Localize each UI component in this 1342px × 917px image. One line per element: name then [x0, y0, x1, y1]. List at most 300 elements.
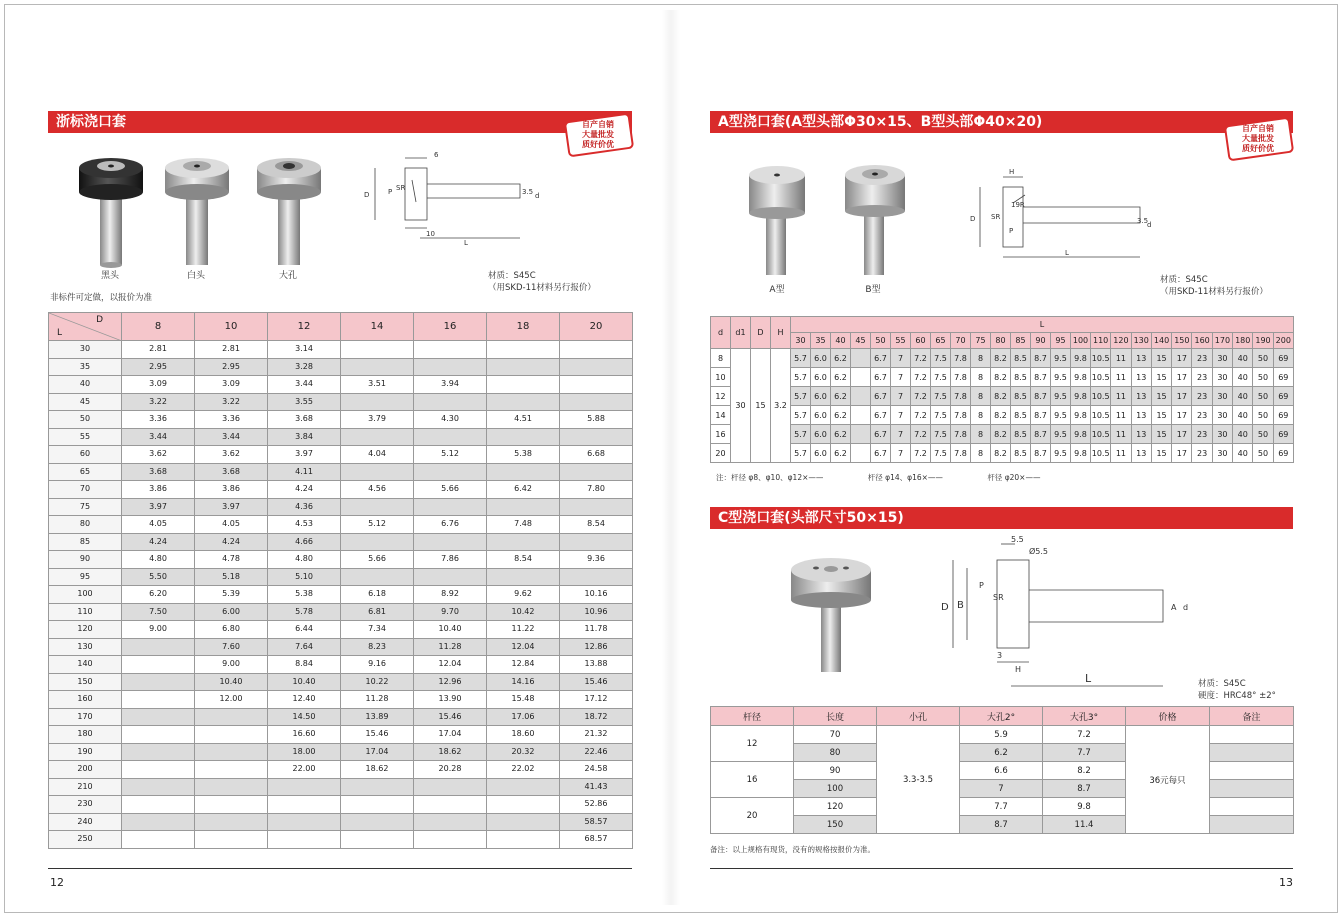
value-cell: 7.5 [931, 406, 951, 425]
price-cell: 5.38 [487, 446, 560, 464]
length-header: 190 [1253, 333, 1273, 349]
a-type-dimension-table [710, 316, 1294, 463]
price-cell: 4.05 [122, 516, 195, 534]
price-cell: 6.80 [195, 621, 268, 639]
length-header: 35 [811, 333, 831, 349]
price-cell: 2.95 [122, 358, 195, 376]
value-cell: 10.5 [1091, 368, 1111, 387]
price-cell: 3.84 [268, 428, 341, 446]
value-cell: 8 [971, 368, 991, 387]
price-cell: 12.00 [195, 691, 268, 709]
price-cell [268, 778, 341, 796]
row-length-cell: 90 [49, 551, 122, 569]
table-row [49, 743, 633, 761]
value-cell: 30 [1212, 444, 1232, 463]
value-cell: 7.5 [931, 387, 951, 406]
price-cell: 3.36 [195, 411, 268, 429]
price-cell: 3.97 [122, 498, 195, 516]
table-row [49, 621, 633, 639]
price-cell: 10.96 [560, 603, 633, 621]
value-cell: 7 [891, 368, 911, 387]
value-cell: 40 [1233, 425, 1253, 444]
table-row [711, 368, 1294, 387]
price-cell: 22.00 [268, 761, 341, 779]
price-cell: 8.54 [560, 516, 633, 534]
product-photo-large-hole [254, 150, 324, 270]
value-cell: 69 [1273, 406, 1293, 425]
price-cell: 6.81 [341, 603, 414, 621]
price-cell: 58.57 [560, 813, 633, 831]
price-cell: 7.86 [414, 551, 487, 569]
col-d: d [711, 317, 731, 349]
price-cell [487, 341, 560, 359]
price-cell [560, 568, 633, 586]
column-header: 16 [414, 313, 487, 341]
c-col-diameter: 杆径 [711, 707, 794, 726]
caption-black-head: 黑头 [100, 271, 119, 281]
col-D: D [751, 317, 771, 349]
value-cell: 7.8 [951, 444, 971, 463]
value-cell: 6.0 [811, 425, 831, 444]
price-cell: 9.36 [560, 551, 633, 569]
price-cell: 5.78 [268, 603, 341, 621]
price-cell: 4.05 [195, 516, 268, 534]
page-gutter [662, 10, 680, 905]
c-col-length: 长度 [794, 707, 877, 726]
table-row [49, 586, 633, 604]
price-cell [487, 813, 560, 831]
length-cell: 150 [794, 816, 877, 834]
value-cell: 9.8 [1071, 425, 1091, 444]
price-cell [487, 376, 560, 394]
row-length-cell: 35 [49, 358, 122, 376]
table-row [49, 568, 633, 586]
price-cell: 6.68 [560, 446, 633, 464]
value-cell: 30 [1212, 425, 1232, 444]
value-cell: 6.0 [811, 387, 831, 406]
price-cell [122, 656, 195, 674]
svg-text:D: D [941, 602, 949, 613]
shared-D-cell: 15 [751, 349, 771, 463]
table-row [49, 603, 633, 621]
value-cell [851, 368, 871, 387]
price-cell [195, 831, 268, 849]
value-cell: 9.8 [1071, 444, 1091, 463]
value-cell: 9.8 [1071, 387, 1091, 406]
value-cell: 6.2 [831, 349, 851, 368]
table-row [49, 376, 633, 394]
value-cell: 8.5 [1011, 387, 1031, 406]
length-header: 70 [951, 333, 971, 349]
length-header: 50 [871, 333, 891, 349]
price-cell: 5.12 [414, 446, 487, 464]
price-cell: 4.78 [195, 551, 268, 569]
price-cell: 13.88 [560, 656, 633, 674]
d-value-cell: 14 [711, 406, 731, 425]
price-cell [414, 341, 487, 359]
row-length-cell: 200 [49, 761, 122, 779]
svg-text:L: L [1065, 249, 1069, 257]
row-length-cell: 160 [49, 691, 122, 709]
c-type-price-table [710, 706, 1294, 834]
length-header: 75 [971, 333, 991, 349]
length-header: 85 [1011, 333, 1031, 349]
length-header: 30 [791, 333, 811, 349]
value-cell: 7 [891, 349, 911, 368]
price-cell [122, 673, 195, 691]
c-type-stock-note: 备注：以上规格有现货，没有的规格按报价为准。 [710, 845, 875, 854]
svg-text:B: B [957, 600, 964, 611]
table-row [711, 425, 1294, 444]
value-cell: 8.5 [1011, 368, 1031, 387]
price-cell [414, 358, 487, 376]
value-cell: 9.8 [1071, 368, 1091, 387]
big2-cell: 7.7 [960, 798, 1043, 816]
remark-cell [1210, 780, 1294, 798]
price-cell [195, 726, 268, 744]
value-cell: 23 [1192, 444, 1212, 463]
price-cell: 4.53 [268, 516, 341, 534]
price-cell: 12.04 [414, 656, 487, 674]
value-cell: 15 [1151, 349, 1171, 368]
svg-text:d: d [1183, 603, 1189, 612]
price-cell: 8.84 [268, 656, 341, 674]
value-cell: 9.8 [1071, 406, 1091, 425]
col-d1: d1 [731, 317, 751, 349]
value-cell: 6.2 [831, 387, 851, 406]
diameter-cell: 20 [711, 798, 794, 834]
price-cell [560, 463, 633, 481]
value-cell: 5.7 [791, 444, 811, 463]
price-cell [122, 638, 195, 656]
svg-text:3: 3 [997, 651, 1003, 660]
d-value-cell: 20 [711, 444, 731, 463]
c-type-material-note: 材质：S45C 硬度：HRC48° ±2° [1198, 679, 1276, 701]
price-cell [487, 796, 560, 814]
value-cell: 15 [1151, 444, 1171, 463]
price-cell [122, 708, 195, 726]
price-cell: 2.95 [195, 358, 268, 376]
price-cell: 4.66 [268, 533, 341, 551]
big2-cell: 8.7 [960, 816, 1043, 834]
price-cell: 3.86 [122, 481, 195, 499]
price-cell: 5.18 [195, 568, 268, 586]
price-cell: 2.81 [122, 341, 195, 359]
remark-cell [1210, 744, 1294, 762]
value-cell [851, 425, 871, 444]
length-header: 65 [931, 333, 951, 349]
table-corner-header: D L [49, 313, 122, 341]
price-cell: 3.68 [122, 463, 195, 481]
product-photo-a-type [746, 160, 808, 278]
big3-cell: 8.2 [1043, 762, 1126, 780]
value-cell: 6.2 [831, 406, 851, 425]
length-header: 130 [1131, 333, 1151, 349]
price-cell [341, 341, 414, 359]
price-cell: 10.40 [414, 621, 487, 639]
price-cell [414, 463, 487, 481]
price-cell [487, 568, 560, 586]
value-cell: 13 [1131, 349, 1151, 368]
price-cell [195, 778, 268, 796]
price-cell [122, 743, 195, 761]
value-cell: 40 [1233, 387, 1253, 406]
value-cell: 30 [1212, 406, 1232, 425]
left-material-note: 材质：S45C （用SKD-11材料另行报价） [488, 271, 596, 293]
table-row [711, 387, 1294, 406]
price-cell: 4.36 [268, 498, 341, 516]
price-cell: 14.16 [487, 673, 560, 691]
price-cell [414, 796, 487, 814]
svg-text:P: P [979, 581, 984, 590]
product-photo-b-type [842, 160, 908, 278]
price-cell: 13.90 [414, 691, 487, 709]
price-cell: 15.46 [414, 708, 487, 726]
price-cell: 20.28 [414, 761, 487, 779]
value-cell: 7.8 [951, 387, 971, 406]
price-cell: 3.86 [195, 481, 268, 499]
price-cell [268, 831, 341, 849]
price-cell [414, 813, 487, 831]
table-row [49, 481, 633, 499]
price-cell [560, 341, 633, 359]
value-cell: 6.7 [871, 406, 891, 425]
price-cell: 22.02 [487, 761, 560, 779]
row-length-cell: 95 [49, 568, 122, 586]
svg-text:3.5: 3.5 [522, 188, 534, 196]
price-cell [268, 796, 341, 814]
price-cell: 12.04 [487, 638, 560, 656]
svg-text:H: H [1015, 665, 1022, 674]
value-cell: 7.2 [911, 444, 931, 463]
price-cell: 4.80 [268, 551, 341, 569]
a-type-section-title: A型浇口套(A型头部Φ30×15、B型头部Φ40×20) [710, 111, 1293, 133]
column-header: 14 [341, 313, 414, 341]
price-cell: 13.89 [341, 708, 414, 726]
length-cell: 120 [794, 798, 877, 816]
value-cell: 13 [1131, 406, 1151, 425]
table-row [49, 673, 633, 691]
left-price-table [48, 312, 633, 849]
price-cell: 3.51 [341, 376, 414, 394]
table-row [49, 341, 633, 359]
price-cell: 10.40 [268, 673, 341, 691]
price-cell [414, 428, 487, 446]
price-cell: 11.22 [487, 621, 560, 639]
table-row [49, 761, 633, 779]
left-footer-rule [48, 868, 632, 869]
value-cell: 50 [1253, 349, 1273, 368]
price-cell: 4.80 [122, 551, 195, 569]
price-cell: 3.97 [195, 498, 268, 516]
value-cell: 10.5 [1091, 387, 1111, 406]
row-length-cell: 110 [49, 603, 122, 621]
d-value-cell: 10 [711, 368, 731, 387]
table-row [49, 831, 633, 849]
price-cell: 3.22 [195, 393, 268, 411]
price-cell [414, 498, 487, 516]
price-cell: 9.00 [122, 621, 195, 639]
product-photo-white-head [162, 150, 232, 270]
price-cell [341, 533, 414, 551]
big2-cell: 7 [960, 780, 1043, 798]
price-cell: 3.36 [122, 411, 195, 429]
price-cell: 3.68 [268, 411, 341, 429]
price-cell: 15.46 [341, 726, 414, 744]
value-cell: 69 [1273, 368, 1293, 387]
length-header: 180 [1233, 333, 1253, 349]
price-cell: 10.40 [195, 673, 268, 691]
price-cell: 4.04 [341, 446, 414, 464]
column-header: 18 [487, 313, 560, 341]
price-cell: 8.92 [414, 586, 487, 604]
remark-cell [1210, 762, 1294, 780]
value-cell: 8.7 [1031, 349, 1051, 368]
value-cell: 9.5 [1051, 387, 1071, 406]
value-cell: 69 [1273, 444, 1293, 463]
column-header: 20 [560, 313, 633, 341]
value-cell: 69 [1273, 425, 1293, 444]
table-row [49, 516, 633, 534]
table-row [49, 778, 633, 796]
value-cell: 8.7 [1031, 425, 1051, 444]
col-L: L [791, 317, 1294, 333]
price-cell: 17.12 [560, 691, 633, 709]
price-cell [268, 813, 341, 831]
price-cell: 5.66 [414, 481, 487, 499]
value-cell: 17 [1172, 387, 1192, 406]
price-cell [487, 393, 560, 411]
value-cell: 6.2 [831, 444, 851, 463]
price-cell [341, 778, 414, 796]
value-cell: 8.5 [1011, 349, 1031, 368]
value-cell: 6.2 [831, 368, 851, 387]
price-cell [487, 498, 560, 516]
product-photo-c-type [788, 552, 874, 674]
price-cell [414, 831, 487, 849]
length-header: 150 [1172, 333, 1192, 349]
price-cell [341, 428, 414, 446]
small-hole-cell: 3.3-3.5 [877, 726, 960, 834]
row-length-cell: 85 [49, 533, 122, 551]
price-cell [195, 743, 268, 761]
value-cell: 8.2 [991, 444, 1011, 463]
table-row [49, 358, 633, 376]
price-cell: 5.10 [268, 568, 341, 586]
row-length-cell: 230 [49, 796, 122, 814]
caption-a-type: A型 [769, 285, 785, 295]
table-row [49, 708, 633, 726]
svg-text:d: d [535, 192, 540, 200]
price-cell: 7.50 [122, 603, 195, 621]
value-cell: 9.5 [1051, 349, 1071, 368]
value-cell: 8.2 [991, 406, 1011, 425]
length-header: 160 [1192, 333, 1212, 349]
row-length-cell: 65 [49, 463, 122, 481]
price-cell: 7.64 [268, 638, 341, 656]
remark-cell [1210, 816, 1294, 834]
value-cell: 50 [1253, 444, 1273, 463]
left-page-number: 12 [50, 876, 64, 889]
price-cell: 7.80 [560, 481, 633, 499]
price-cell [414, 778, 487, 796]
value-cell: 8 [971, 387, 991, 406]
value-cell: 7 [891, 387, 911, 406]
price-cell [560, 428, 633, 446]
price-cell: 36元每只 [1126, 726, 1210, 834]
c-col-big-hole-3: 大孔3° [1043, 707, 1126, 726]
price-cell [487, 533, 560, 551]
value-cell: 40 [1233, 349, 1253, 368]
value-cell: 23 [1192, 425, 1212, 444]
value-cell [851, 444, 871, 463]
price-cell: 8.54 [487, 551, 560, 569]
row-length-cell: 50 [49, 411, 122, 429]
price-cell: 2.81 [195, 341, 268, 359]
value-cell: 5.7 [791, 387, 811, 406]
value-cell: 13 [1131, 387, 1151, 406]
price-cell: 12.84 [487, 656, 560, 674]
value-cell: 23 [1192, 406, 1212, 425]
value-cell: 23 [1192, 349, 1212, 368]
col-H: H [771, 317, 791, 349]
price-cell: 3.09 [195, 376, 268, 394]
value-cell [851, 387, 871, 406]
price-cell [487, 358, 560, 376]
svg-text:10: 10 [426, 230, 435, 238]
row-length-cell: 40 [49, 376, 122, 394]
table-row [49, 726, 633, 744]
value-cell: 8.2 [991, 387, 1011, 406]
table-row [711, 406, 1294, 425]
price-cell: 12.96 [414, 673, 487, 691]
length-cell: 90 [794, 762, 877, 780]
price-cell: 3.68 [195, 463, 268, 481]
price-cell: 5.66 [341, 551, 414, 569]
row-length-cell: 80 [49, 516, 122, 534]
svg-text:P: P [388, 188, 393, 196]
table-row [49, 551, 633, 569]
price-cell: 4.51 [487, 411, 560, 429]
caption-large-hole: 大孔 [278, 271, 297, 281]
value-cell: 8 [971, 349, 991, 368]
price-cell: 5.39 [195, 586, 268, 604]
price-cell: 24.58 [560, 761, 633, 779]
value-cell: 7 [891, 425, 911, 444]
value-cell: 17 [1172, 406, 1192, 425]
value-cell: 6.7 [871, 387, 891, 406]
value-cell: 8.7 [1031, 406, 1051, 425]
c-col-price: 价格 [1126, 707, 1210, 726]
row-length-cell: 210 [49, 778, 122, 796]
value-cell: 30 [1212, 368, 1232, 387]
right-page-number: 13 [1279, 876, 1293, 889]
remark-cell [1210, 726, 1294, 744]
length-header: 140 [1151, 333, 1171, 349]
price-cell: 3.44 [268, 376, 341, 394]
price-cell: 3.28 [268, 358, 341, 376]
length-header: 170 [1212, 333, 1232, 349]
price-cell: 17.04 [414, 726, 487, 744]
value-cell: 7.5 [931, 425, 951, 444]
table-row [49, 393, 633, 411]
value-cell: 9.5 [1051, 425, 1071, 444]
value-cell: 6.0 [811, 349, 831, 368]
length-header: 100 [1071, 333, 1091, 349]
value-cell: 9.8 [1071, 349, 1091, 368]
price-cell: 4.30 [414, 411, 487, 429]
d-value-cell: 12 [711, 387, 731, 406]
